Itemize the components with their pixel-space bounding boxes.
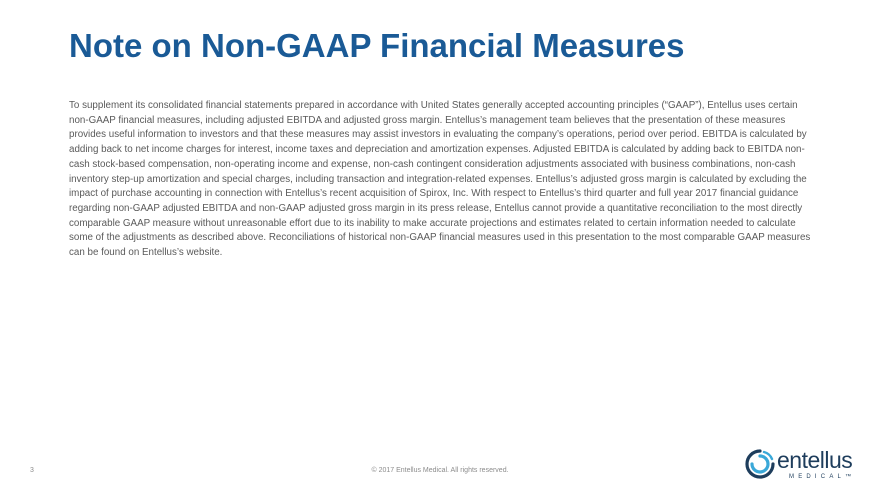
copyright-notice: © 2017 Entellus Medical. All rights reserved. bbox=[371, 467, 509, 474]
slide-title: Note on Non-GAAP Financial Measures bbox=[69, 27, 685, 64]
page-number: 3 bbox=[30, 467, 34, 474]
logo-subtitle: MEDICAL™ bbox=[789, 474, 856, 480]
entellus-swirl-icon bbox=[743, 447, 777, 481]
company-logo bbox=[743, 447, 863, 483]
logo-wordmark: entellus bbox=[777, 447, 853, 473]
body-paragraph: To supplement its consolidated financial statements prepared in accordance with United States generally accepted accounting principles (“GAAP”), Entellus uses certain non-GAAP financial measures, including adjusted EBITDA and adjusted gross margin. Entellus’s management team believes that the presentation of these measures provides useful information to investors and that these measures may assist investors in evaluating the company’s operations, period over period. EBITDA is calculated by adding back to net income charges for interest, income taxes and depreciation and amortization expenses. Adjusted EBITDA is calculated by adding back to EBITDA non-cash stock-based compensation, non-operating income and expense, non-cash contingent consideration adjustments associated with business combinations, non-cash inventory step-up amortization and special charges, including transaction and integration-related expenses. Entellus’s adjusted gross margin is calculated by excluding the impact of purchase accounting in connection with Entellus’s recent acquisition of Spirox, Inc. With respect to Entellus’s third quarter and full year 2017 financial guidance regarding non-GAAP adjusted EBITDA and non-GAAP adjusted gross margin in its press release, Entellus cannot provide a quantitative reconciliation to the most directly comparable GAAP measure without unreasonable effort due to its inability to make accurate projections and estimates related to certain information needed to calculate some of the adjustments as described above. Reconciliations of historical non-GAAP financial measures used in this presentation to the most comparable GAAP measures can be found on Entellus’s website. bbox=[69, 100, 811, 259]
